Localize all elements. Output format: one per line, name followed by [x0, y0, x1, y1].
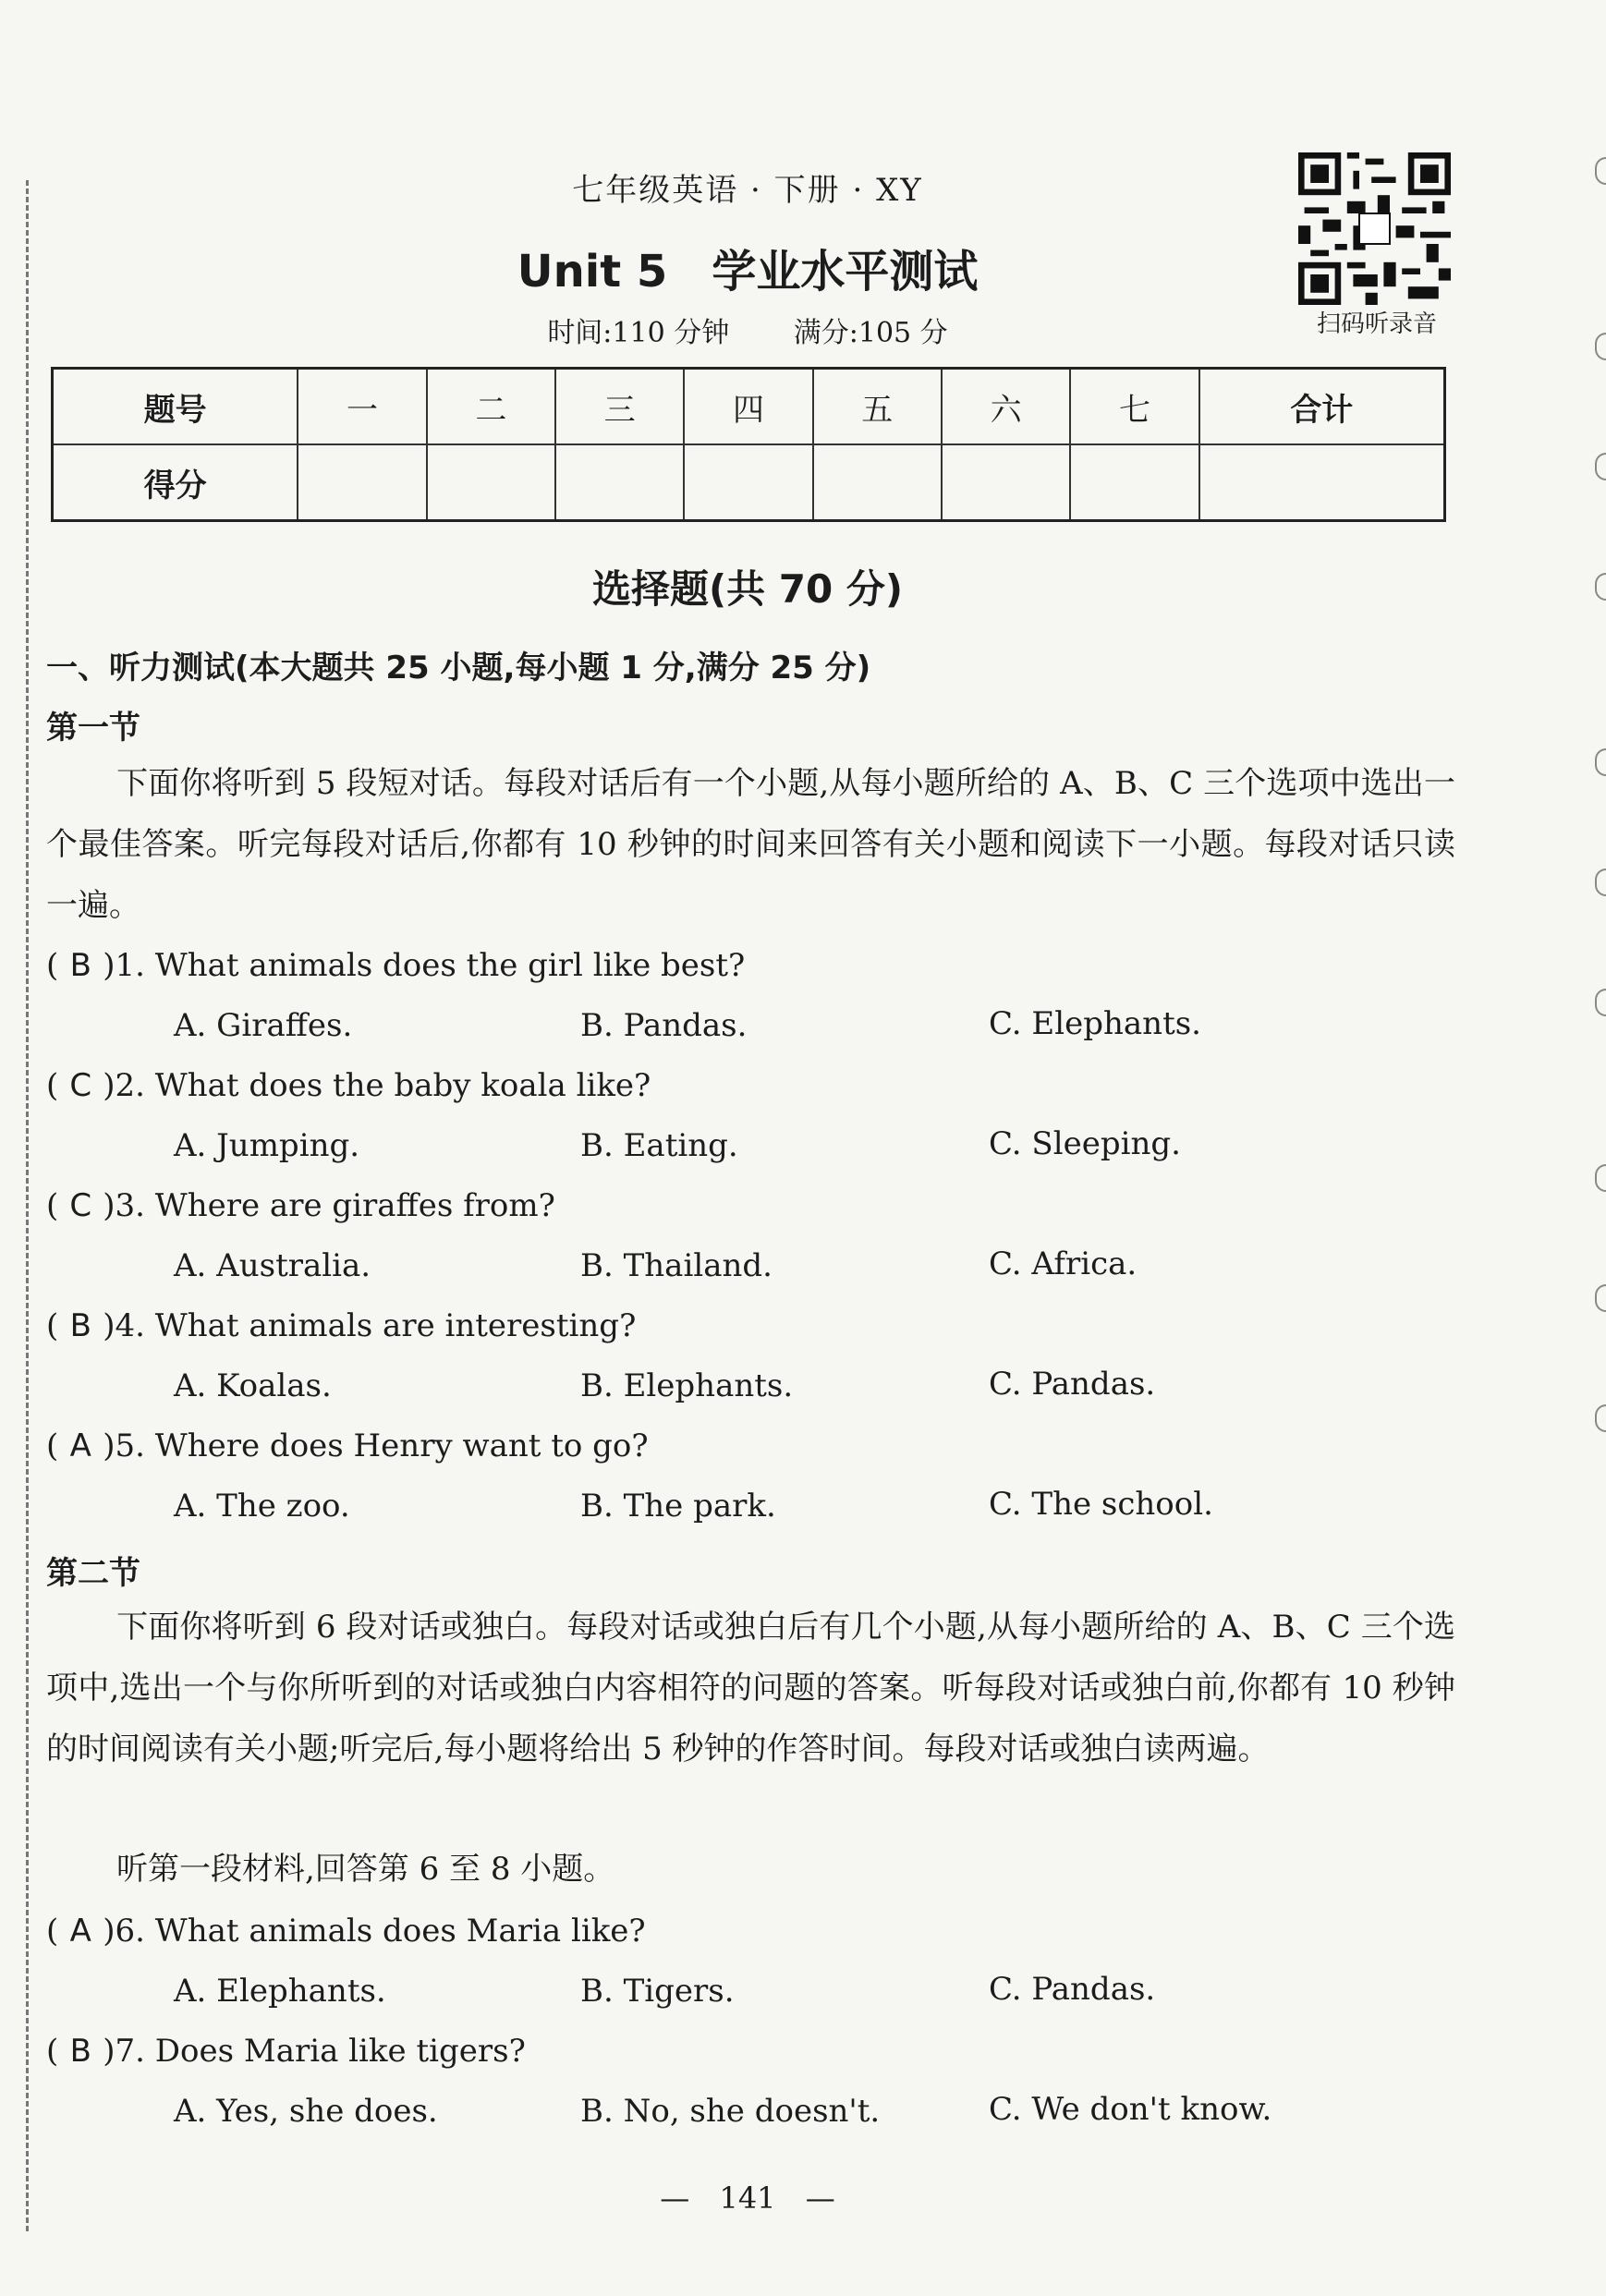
score-cell[interactable] — [298, 444, 426, 521]
table-header-cell: 合计 — [1199, 369, 1445, 445]
option-b: B. The park. — [580, 1488, 776, 1525]
option-a: A. Elephants. — [174, 1973, 386, 2010]
binding-hole-mark — [1595, 573, 1606, 601]
question-item: ( A )6. What animals does Maria like? — [46, 1913, 646, 1950]
answer-mark: B — [69, 947, 91, 984]
test-title: 学业水平测试 — [712, 246, 979, 298]
question-item: ( C )2. What does the baby koala like? — [46, 1067, 651, 1104]
binding-hole-mark — [1595, 1404, 1606, 1432]
table-header-cell: 六 — [942, 369, 1070, 445]
score-cell[interactable] — [555, 444, 684, 521]
score-cell[interactable] — [942, 444, 1070, 521]
table-header-cell: 七 — [1070, 369, 1198, 445]
instruction-text: 下面你将听到 6 段对话或独白。每段对话或独白后有几个小题,从每小题所给的 A、B、C 三个选项中,选出一个与你所听到的对话或独白内容相符的问题的答案。听每段对话或独白前,你都有 10 秒钟的时间阅读有关小题;听完后,每小题将给出 5 秒钟的作答时间。每段对话或独白读两遍。 — [46, 1609, 1455, 1768]
table-header-cell: 题号 — [53, 369, 298, 445]
question-item: ( B )7. Does Maria like tigers? — [46, 2033, 526, 2070]
option-a: A. Giraffes. — [174, 1007, 353, 1044]
option-b: B. Pandas. — [580, 1007, 748, 1044]
score-cell[interactable] — [1070, 444, 1198, 521]
exam-meta — [0, 310, 1495, 350]
time-limit: 时间:110 分钟 — [547, 317, 730, 349]
material-text: 听第一段材料,回答第 6 至 8 小题。 — [116, 1851, 615, 1888]
question-text: 1. What animals does the girl like best? — [115, 947, 746, 984]
score-cell[interactable] — [813, 444, 942, 521]
table-header-cell: 五 — [813, 369, 942, 445]
option-a: A. Australia. — [174, 1247, 371, 1284]
binding-hole-mark — [1595, 869, 1606, 896]
qr-code-icon[interactable] — [1298, 152, 1451, 305]
option-c: C. Pandas. — [989, 1366, 1156, 1403]
table-row — [53, 444, 1445, 521]
answer-mark: B — [69, 1307, 91, 1344]
instruction-paragraph — [46, 1597, 1455, 1780]
part-heading: 一、听力测试(本大题共 25 小题,每小题 1 分,满分 25 分) — [46, 650, 871, 686]
binding-hole-mark — [1595, 1164, 1606, 1192]
table-row-label: 得分 — [53, 444, 298, 521]
question-text: 2. What does the baby koala like? — [115, 1067, 651, 1104]
option-a: A. Yes, she does. — [174, 2093, 438, 2130]
question-text: 5. Where does Henry want to go? — [115, 1427, 649, 1464]
answer-mark: A — [69, 1913, 91, 1950]
option-b: B. No, she doesn't. — [580, 2093, 881, 2130]
option-b: B. Eating. — [580, 1127, 738, 1164]
answer-mark: A — [69, 1427, 91, 1464]
question-text: 7. Does Maria like tigers? — [115, 2033, 526, 2070]
question-item: ( B )4. What animals are interesting? — [46, 1307, 637, 1344]
page-title — [0, 236, 1495, 299]
score-cell[interactable] — [684, 444, 812, 521]
binding-hole-mark — [1595, 333, 1606, 360]
binding-hole-mark — [1595, 748, 1606, 776]
question-item: ( C )3. Where are giraffes from? — [46, 1187, 555, 1224]
footer-dash: — — [805, 2181, 835, 2216]
binding-cut-line — [26, 180, 29, 2231]
table-header-cell: 三 — [555, 369, 684, 445]
option-b: B. Elephants. — [580, 1367, 794, 1404]
score-cell[interactable] — [1199, 444, 1445, 521]
option-b: B. Tigers. — [580, 1973, 735, 2010]
unit-label: Unit 5 — [517, 246, 668, 298]
binding-hole-mark — [1595, 453, 1606, 480]
footer-dash: — — [660, 2181, 690, 2216]
option-b: B. Thailand. — [580, 1247, 773, 1284]
full-score: 满分:105 分 — [793, 317, 948, 349]
answer-mark: B — [69, 2033, 91, 2070]
option-c: C. Elephants. — [989, 1005, 1201, 1042]
section-heading: 选择题(共 70 分) — [591, 566, 904, 612]
option-c: C. We don't know. — [989, 2091, 1272, 2128]
option-c: C. The school. — [989, 1486, 1213, 1523]
question-text: 4. What animals are interesting? — [115, 1307, 637, 1344]
table-header-cell: 四 — [684, 369, 812, 445]
question-text: 3. Where are giraffes from? — [115, 1187, 555, 1224]
table-header-cell: 二 — [427, 369, 555, 445]
table-row — [53, 369, 1445, 445]
page-footer — [0, 2181, 1495, 2216]
subsection-heading: 第二节 — [46, 1555, 140, 1592]
instruction-paragraph — [46, 753, 1455, 936]
option-a: A. Koalas. — [174, 1367, 332, 1404]
material-instruction — [46, 1839, 1455, 1900]
answer-mark: C — [69, 1067, 92, 1104]
page-number: 141 — [719, 2181, 776, 2216]
instruction-text: 下面你将听到 5 段短对话。每段对话后有一个小题,从每小题所给的 A、B、C 三个选项中选出一个最佳答案。听完每段对话后,你都有 10 秒钟的时间来回答有关小题和阅读下一小题。每段对话只读一遍。 — [46, 765, 1455, 924]
binding-hole-mark — [1595, 1284, 1606, 1312]
question-item: ( A )5. Where does Henry want to go? — [46, 1427, 649, 1464]
book-header: 七年级英语 · 下册 · XY — [572, 172, 923, 209]
score-cell[interactable] — [427, 444, 555, 521]
option-a: A. The zoo. — [174, 1488, 350, 1525]
option-a: A. Jumping. — [174, 1127, 360, 1164]
qr-caption: 扫码听录音 — [1316, 310, 1437, 338]
question-item: ( B )1. What animals does the girl like best? — [46, 947, 746, 984]
question-text: 6. What animals does Maria like? — [115, 1913, 646, 1950]
subsection-heading: 第一节 — [46, 710, 140, 747]
table-header-cell: 一 — [298, 369, 426, 445]
binding-hole-mark — [1595, 989, 1606, 1016]
option-c: C. Pandas. — [989, 1971, 1156, 2008]
answer-mark: C — [69, 1187, 92, 1224]
option-c: C. Sleeping. — [989, 1125, 1181, 1162]
score-table — [51, 367, 1446, 522]
option-c: C. Africa. — [989, 1245, 1138, 1282]
binding-hole-mark — [1595, 157, 1606, 185]
